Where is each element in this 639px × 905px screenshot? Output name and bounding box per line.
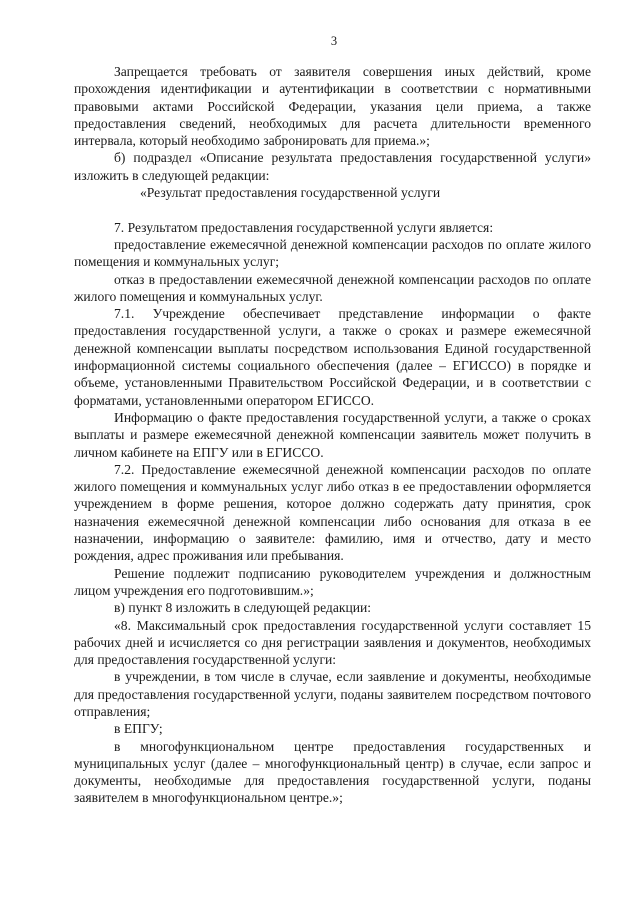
paragraph-item-8: «8. Максимальный срок предоставления государственной услуги составляет 15 рабочих дней и исчисляется со дня регистрации заявления и документов, необходимых для предоставления государственной услуги: xyxy=(74,617,591,668)
document-body xyxy=(74,63,591,807)
paragraph-mfc: в многофункциональном центре предоставления государственных и муниципальных услуг (далее – многофункциональный центр) в случае, если запрос и документы, необходимые для предоставления государственной услуги, поданы заявителем в многофункциональном центре.»; xyxy=(74,738,591,806)
paragraph-subsection-v: в) пункт 8 изложить в следующей редакции: xyxy=(114,600,372,616)
paragraph-item-7-1: 7.1. Учреждение обеспечивает представление информации о факте предоставления государственной услуги, а также о сроках и размере ежемесячной денежной компенсации выплаты посредством использования Единой государственной информационной системы социального обеспечения (далее – ЕГИССО) в порядке и объеме, установленными Правительством Российской Федерации, и в соответствии с форматами, установленными оператором ЕГИССО. xyxy=(74,306,591,408)
paragraph-item-7: 7. Результатом предоставления государственной услуги является: xyxy=(114,219,494,235)
paragraph-in-institution: в учреждении, в том числе в случае, если заявление и документы, необходимые для предоставления государственной услуги, поданы заявителем посредством почтового отправления; xyxy=(74,669,591,719)
page-number: 3 xyxy=(330,34,338,48)
section-heading: «Результат предоставления государственной услуги xyxy=(140,185,441,201)
paragraph-info-access: Информацию о факте предоставления государственной услуги, а также о сроках выплаты и размере ежемесячной денежной компенсации заявитель может получить в личном кабинете на ЕПГУ или в ЕГИССО. xyxy=(74,409,591,460)
paragraph-result-refusal: отказ в предоставлении ежемесячной денежной компенсации расходов по оплате жилого помещения и коммунальных услуг. xyxy=(74,271,591,304)
paragraph-subsection-b: б) подраздел «Описание результата предоставления государственной услуги» изложить в следующей редакции: xyxy=(74,150,591,183)
paragraph-decision-signing: Решение подлежит подписанию руководителем учреждения и должностным лицом учреждения его подготовившим.»; xyxy=(74,565,591,598)
paragraph-item-7-2: 7.2. Предоставление ежемесячной денежной компенсации расходов по оплате жилого помещения и коммунальных услуг либо отказ в ее предоставлении оформляется учреждением в форме решения, которое должно содержать дату принятия, срок назначения ежемесячной денежной компенсации либо основания для отказа в ее назначении, информацию о заявителе: фамилию, имя и отчество, дату и место рождения, адрес проживания или пребывания. xyxy=(74,461,591,564)
paragraph-result-compensation: предоставление ежемесячной денежной компенсации расходов по оплате жилого помещения и коммунальных услуг; xyxy=(74,236,591,270)
paragraph-prohibition: Запрещается требовать от заявителя совершения иных действий, кроме прохождения идентификации и аутентификации в соответствии с нормативными правовыми актами Российской Федерации, указания цели приема, а также предоставления сведений, необходимых для расчета длительности временного интервала, который необходимо забронировать для приема.»; xyxy=(74,64,591,149)
blank-line xyxy=(74,201,591,218)
paragraph-epgu: в ЕПГУ; xyxy=(114,721,163,737)
